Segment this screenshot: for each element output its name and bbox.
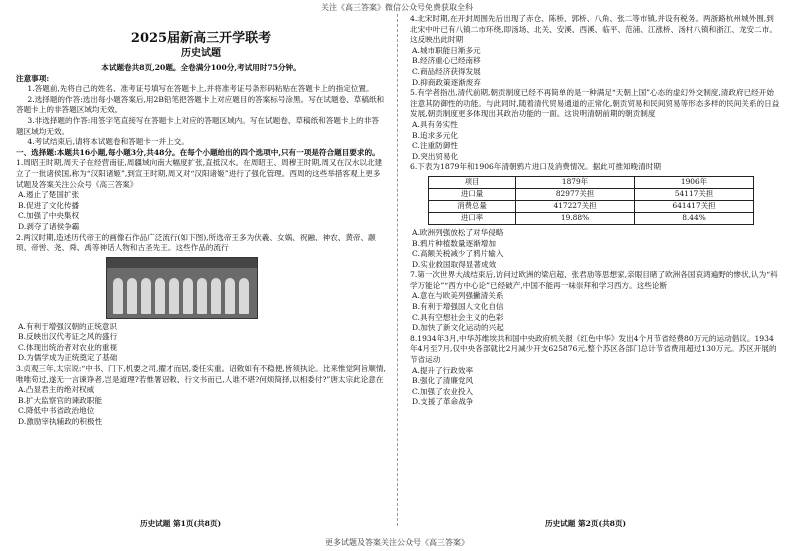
question-4-stem: 4.北宋时期,在开封周围先后出现了赤仓、陈桥、郭桥、八角、张二等市镇,并设有税务。两浙路杭州城外围,到北宋中叶已有八镇二市环绕,即汤场、北关、安溪、西溪、临平、范浦、江涨桥、汤村八镇和浙江、龙安二市。这反映出此时期 [410, 14, 777, 45]
opium-table [428, 176, 754, 225]
question-8-stem: 8.1934年3月,中华苏维埃共和国中央政府机关报《红色中华》发出4个月节省经费80万元的运动倡议。1934年4月至7月,仅中央各部就比2月减少开支625876元,整个苏区各部门总计节省费用超过130万元。苏区开展的节省运动 [410, 333, 777, 365]
q2-option-b: B.反映出汉代考证之风的盛行 [18, 332, 118, 342]
q1-option-c: C.加强了中央集权 [18, 211, 80, 221]
table-header-cell: 1879年 [516, 176, 635, 188]
q3-option-a: A.凸显君主的绝对权威 [18, 385, 95, 395]
q5-option-b: B.追求多元化 [412, 130, 458, 140]
q5-option-a: A.具有务实性 [412, 119, 458, 129]
table-row [429, 200, 754, 212]
q1-option-b: B.促进了文化传播 [18, 200, 80, 210]
q2-option-a: A.有利于增强汉朝的正统意识 [18, 321, 118, 331]
table-cell: 消费总量 [429, 200, 516, 212]
notice-item: 2.选择题的作答:选出每小题答案后,用2B铅笔把答题卡上对应题目的答案标号涂黑。写在试题卷、草稿纸和答题卡上的非答题区域均无效。 [16, 94, 385, 115]
q6-option-b: B.鸦片种植数量逐渐增加 [412, 238, 496, 248]
table-cell: 417227关担 [516, 200, 635, 212]
left-page-footer: 历史试题 第1页(共8页) [140, 519, 222, 528]
q8-option-b: B.强化了清廉党风 [412, 376, 474, 386]
q1-option-a: A.遏止了楚国扩张 [18, 190, 80, 200]
left-page [16, 14, 386, 428]
section-heading: 一、选择题:本题共16小题,每小题3分,共48分。在每个小题给出的四个选项中,只有一项是符合题目要求的。 [16, 147, 380, 157]
q6-option-d: D.实业救国取得显著成效 [412, 259, 497, 269]
table-header-cell: 项目 [429, 176, 516, 188]
q4-option-b: B.经济重心已经南移 [412, 56, 481, 66]
q4-option-c: C.商品经济获得发展 [412, 66, 481, 76]
q7-option-c: C.具有空想社会主义的色彩 [412, 312, 504, 322]
bottom-promo-note: 更多试题及答案关注公众号《高三答案》 [325, 538, 469, 547]
table-cell: 82977关担 [516, 188, 635, 200]
q6-option-c: C.高额关税减少了鸦片输入 [412, 249, 504, 259]
table-header-cell: 1906年 [635, 176, 754, 188]
q2-option-c: C.体现出统治者对农业的重视 [18, 342, 118, 352]
q8-option-c: C.加强了农业投入 [412, 386, 474, 396]
table-header-row [429, 176, 754, 188]
question-6-stem: 6.下表为1879年和1906年清朝鸦片进口及消费情况。据此可推知晚清时期 [410, 162, 661, 172]
table-cell: 641417关担 [635, 200, 754, 212]
question-1-stem: 1.周昭王时期,周天子在经营南征,周疆域向南大幅度扩张,直抵汉水。在周昭王、周穆王时期,周又在汉水以北建立了一批诸侯国,称为“汉阳诸姬”,到宣王时期,周又对“汉阳诸姬”进行了强化管理。西周的这些举措客观上更多试题及答案关注公众号《高三答案》 [16, 158, 383, 189]
right-page [410, 14, 780, 408]
q3-option-c: C.降低中书省政治地位 [18, 406, 95, 416]
q8-option-d: D.支援了革命战争 [412, 397, 474, 407]
notice-item: 1.答题前,先将自己的姓名、准考证号填写在答题卡上,并将准考证号条形码粘贴在答题卡上的指定位置。 [27, 84, 374, 94]
q4-option-d: D.抑商政策逐渐废弃 [412, 77, 481, 87]
question-7-stem: 7.第一次世界大战结束后,访问过欧洲的梁启超、张君劢等思想家,亲眼目睹了欧洲各国哀鸿遍野的惨状,认为“科学万能论”“西方中心论”已经破产,中国不能再一味崇拜和学习西方。这些论断 [410, 270, 778, 290]
table-cell: 进口量 [429, 188, 516, 200]
notice-item: 4.考试结束后,请将本试题卷和答题卡一并上交。 [27, 137, 189, 147]
stone-relief-image [106, 257, 258, 319]
q6-option-a: A.欧洲列强放松了对华侵略 [412, 227, 504, 237]
exam-title: 2025届新高三开学联考 [130, 31, 272, 46]
question-3-stem: 3.贞观三年,太宗说:“中书、门下,机要之司,擢才而居,委任实重。诏敕如有不稳便,皆须执论。比来惟觉阿旨顺情,唯唯苟过,遂无一言谏诤者,岂是道理?若惟署诏敕、行文书而已,人谁不堪?何烦简择,以相委付?”唐太宗此论意在 [16, 364, 386, 384]
table-cell: 进口率 [429, 212, 516, 224]
q2-option-d: D.为儒学成为正统奠定了基础 [18, 353, 118, 363]
q7-option-a: A.意在与欧美列强撇清关系 [412, 291, 504, 301]
table-cell: 54117关担 [635, 188, 754, 200]
notice-item: 3.非选择题的作答:用签字笔直接写在答题卡上对应的答题区域内。写在试题卷、草稿纸和答题卡上的非答题区域均无效。 [16, 115, 379, 136]
q7-option-d: D.加快了新文化运动的兴起 [412, 323, 504, 333]
question-2-stem: 2.两汉时期,造述历代帝王的画像石作品广泛流行(如下图),所选帝王多为伏羲、女娲、祝融、神农、黄帝、颛顼、帝喾、尧、舜、禹等神话人物和古圣先王。这些作品的流行 [16, 232, 376, 253]
exam-subtitle: 历史试题 [181, 48, 221, 59]
q3-option-d: D.激励宰执辅政的积极性 [18, 417, 103, 427]
question-5-stem: 5.有学者指出,清代前期,朝贡制度已经不再简单的是一种满足“天朝上国”心态的虚幻外交制度,清政府已经开始注意其防御性的功能。与此同时,随着清代贸易通道的正常化,朝贡贸易和民间贸易等形态多样的民间关系的日益发展,朝贡制度更多体现出其政治功能的一面。这说明清朝前期的朝贡制度 [410, 88, 780, 119]
notice-heading: 注意事项: [16, 73, 50, 83]
q5-option-d: D.突出贸易化 [412, 151, 459, 161]
table-cell: 19.88% [516, 212, 635, 224]
table-row [429, 212, 754, 224]
right-page-footer: 历史试题 第2页(共8页) [545, 519, 627, 528]
table-row [429, 188, 754, 200]
top-promo-note: 关注《高三答案》微信公众号免费获取全科 [321, 3, 473, 12]
table-cell: 8.44% [635, 212, 754, 224]
q1-option-d: D.剥夺了诸侯争霸 [18, 221, 80, 231]
page-divider [397, 14, 398, 526]
q5-option-c: C.注重防御性 [412, 141, 458, 151]
q3-option-b: B.扩大监察官的谏政职能 [18, 395, 102, 405]
exam-info: 本试题卷共8页,20题。全卷满分100分,考试用时75分钟。 [101, 63, 301, 72]
q4-option-a: A.城市职能日渐多元 [412, 45, 481, 55]
q7-option-b: B.有利于增强国人文化自信 [412, 302, 504, 312]
q8-option-a: A.提升了行政效率 [412, 365, 474, 375]
